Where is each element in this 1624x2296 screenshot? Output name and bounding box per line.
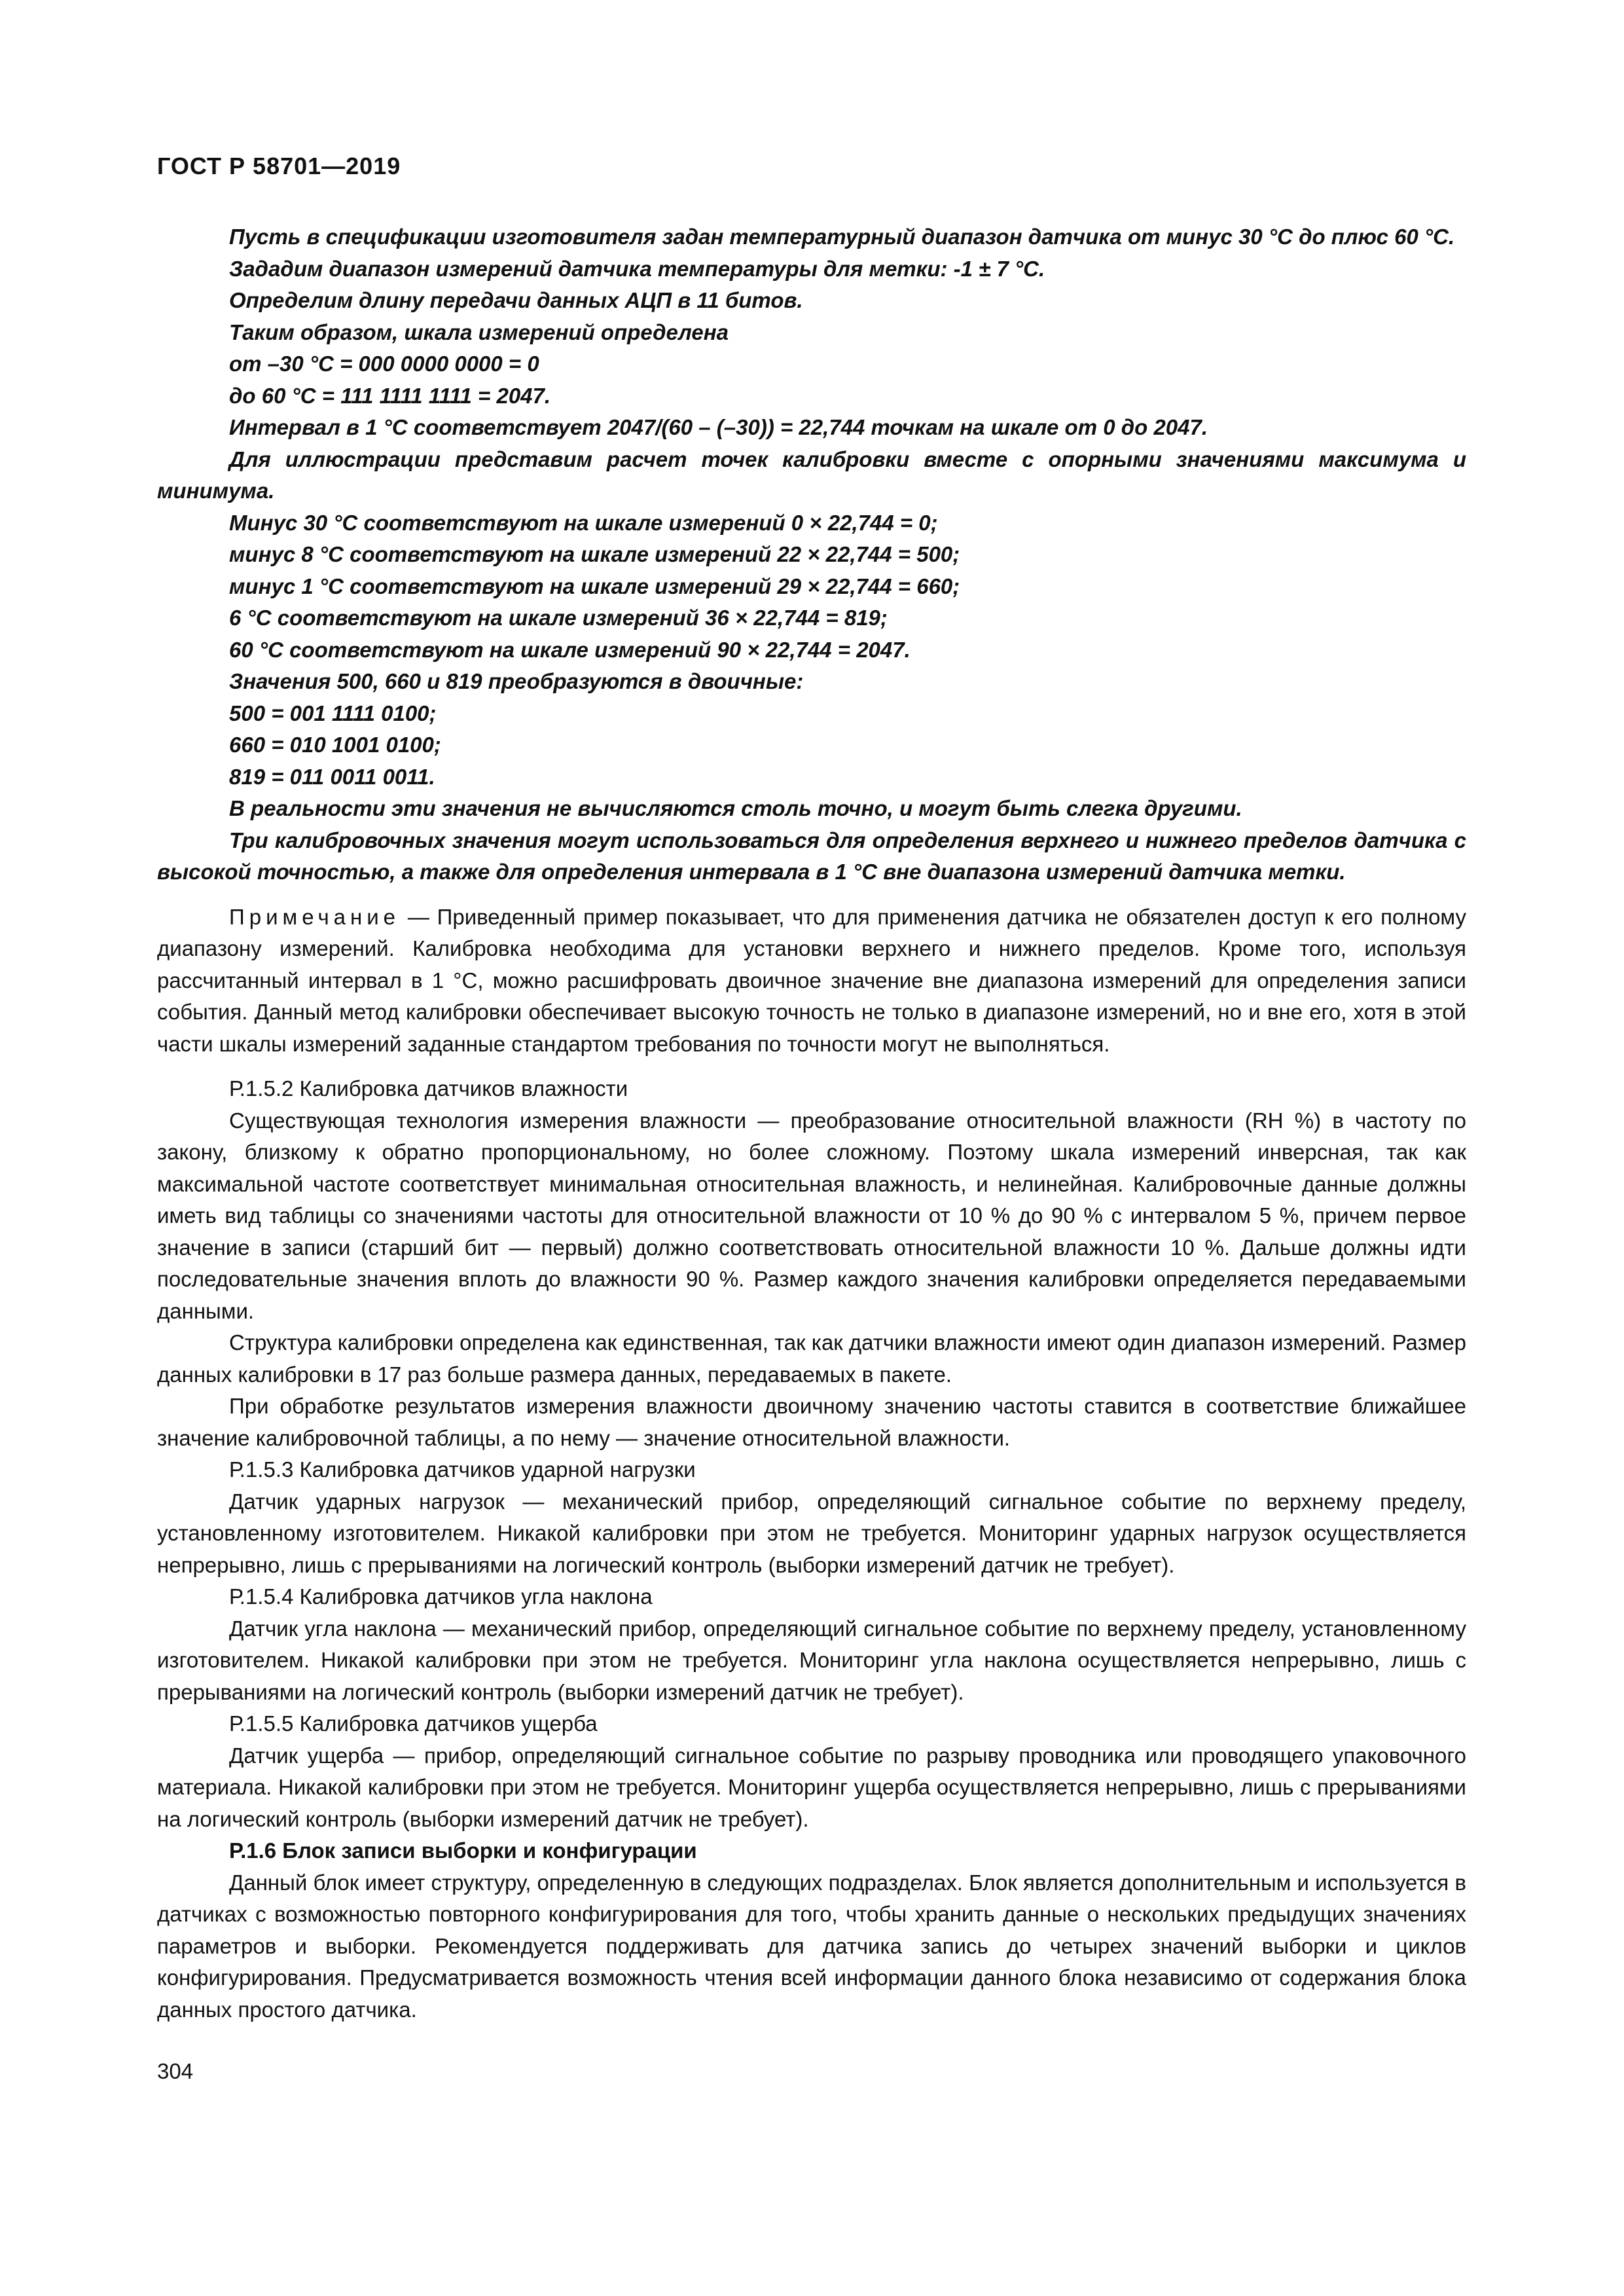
body-paragraph: Датчик ударных нагрузок — механический прибор, определяющий сигнальное событие по верхнему пределу, установленному изготовителем. Никакой калибровки при этом не требуется. Мониторинг ударных нагрузок осуществляется непрерывно, лишь с прерываниями на логический контроль (выборки измерений датчик не требует). — [157, 1489, 1466, 1577]
body-paragraph: Существующая технология измерения влажности — преобразование относительной влажности (RH %) в частоту по закону, близкому к обратно пропорциональному, но более сложному. Поэтому шкала измерений инверсная, так как максимальной частоте соответствует минимальная относительная влажность, и нелинейная. Калибровочные данные должны иметь вид таблицы со значениями частоты для относительной влажности от 10 % до 90 % с интервалом 5 %, причем первое значение в записи (старший бит — первый) должно соответствовать относительной влажности 10 %. Дальше должны идти последовательные значения вплоть до влажности 90 %. Размер каждого значения калибровки определяется передаваемыми данными. — [157, 1108, 1466, 1323]
example-line: 500 = 001 1111 0100; — [229, 701, 437, 725]
example-line: минус 8 °C соответствуют на шкале измерений 22 × 22,744 = 500; — [229, 542, 960, 566]
section-heading-damage: Р.1.5.5 Калибровка датчиков ущерба — [229, 1711, 598, 1736]
example-line: минус 1 °C соответствуют на шкале измерений 29 × 22,744 = 660; — [229, 574, 960, 598]
example-line: Пусть в спецификации изготовителя задан температурный диапазон датчика от минус 30 °C до плюс 60 °C. — [229, 225, 1455, 249]
body-paragraph: Данный блок имеет структуру, определенную в следующих подразделах. Блок является дополнительным и используется в датчиках с возможностью повторного конфигурирования для того, чтобы хранить данные о нескольких предыдущих значениях параметров и выборки. Рекомендуется поддерживать для датчика запись до четырех значений выборки и циклов конфигурирования. Предусматривается возможность чтения всей информации данного блока независимо от содержания блока данных простого датчика. — [157, 1870, 1466, 2022]
example-line: Таким образом, шкала измерений определена — [229, 319, 729, 344]
example-line: 6 °C соответствуют на шкале измерений 36 × 22,744 = 819; — [229, 606, 888, 630]
note-text: — Приведенный пример показывает, что для применения датчика не обязателен доступ к его полному диапазону измерений. Калибровка необходима для установки верхнего и нижнего пределов. Кроме того, используя рассчитанный интервал в 1 °C, можно расшифровать двоичное значение вне диапазона измерений для определения записи события. Данный метод калибровки обеспечивает высокую точность не только в диапазоне измерений, но и вне его, хотя в этой части шкалы измерений заданные стандартом требования по точности могут не выполняться. — [157, 904, 1466, 1056]
example-line: до 60 °C = 111 1111 1111 = 2047. — [229, 383, 551, 408]
body-paragraph: Датчик ущерба — прибор, определяющий сигнальное событие по разрыву проводника или проводящего упаковочного материала. Никакой калибровки при этом не требуется. Мониторинг ущерба осуществляется непрерывно, лишь с прерываниями на логический контроль (выборки измерений датчик не требует). — [157, 1743, 1466, 1831]
note-paragraph — [157, 902, 1466, 1061]
section-heading-shock: Р.1.5.3 Калибровка датчиков ударной нагрузки — [229, 1457, 696, 1482]
document-body — [157, 221, 1466, 2026]
body-paragraph: Структура калибровки определена как единственная, так как датчики влажности имеют один диапазон измерений. Размер данных калибровки в 17 раз больше размера данных, передаваемых в пакете. — [157, 1330, 1466, 1387]
note-label: Примечание — [229, 904, 401, 929]
body-paragraph: Датчик угла наклона — механический прибор, определяющий сигнальное событие по верхнему пределу, установленному изготовителем. Никакой калибровки при этом не требуется. Мониторинг угла наклона осуществляется непрерывно, лишь с прерываниями на логический контроль (выборки измерений датчик не требует). — [157, 1616, 1466, 1704]
document-header: ГОСТ Р 58701—2019 — [157, 153, 401, 179]
example-line: Определим длину передачи данных АЦП в 11 битов. — [229, 288, 803, 312]
example-line: В реальности эти значения не вычисляются столь точно, и могут быть слегка другими. — [229, 796, 1242, 820]
example-line: Три калибровочных значения могут использоваться для определения верхнего и нижнего пределов датчика с высокой точностью, а также для определения интервала в 1 °C вне диапазона измерений датчика метки. — [157, 828, 1466, 884]
example-line: 660 = 010 1001 0100; — [229, 733, 441, 757]
example-line: Минус 30 °C соответствуют на шкале измерений 0 × 22,744 = 0; — [229, 510, 938, 535]
example-line: 819 = 011 0011 0011. — [229, 764, 435, 789]
example-line: Интервал в 1 °C соответствует 2047/(60 – (–30)) = 22,744 точкам на шкале от 0 до 2047. — [229, 415, 1208, 439]
section-heading-tilt: Р.1.5.4 Калибровка датчиков угла наклона — [229, 1584, 653, 1609]
section-heading-block: Р.1.6 Блок записи выборки и конфигурации — [229, 1838, 697, 1863]
example-line: от –30 °C = 000 0000 0000 = 0 — [229, 352, 539, 376]
section-heading-humidity: Р.1.5.2 Калибровка датчиков влажности — [229, 1076, 628, 1101]
example-line: 60 °C соответствуют на шкале измерений 90 × 22,744 = 2047. — [229, 637, 911, 662]
page-number: 304 — [157, 2059, 194, 2083]
calculation-example — [157, 221, 1466, 888]
example-line: Для иллюстрации представим расчет точек калибровки вместе с опорными значениями максимума и минимума. — [157, 446, 1466, 503]
document-page — [157, 0, 1466, 2296]
example-line: Зададим диапазон измерений датчика температуры для метки: -1 ± 7 °C. — [229, 256, 1045, 281]
body-paragraph: При обработке результатов измерения влажности двоичному значению частоты ставится в соответствие ближайшее значение калибровочной таблицы, а по нему — значение относительной влажности. — [157, 1394, 1466, 1450]
example-line: Значения 500, 660 и 819 преобразуются в двоичные: — [229, 669, 804, 693]
